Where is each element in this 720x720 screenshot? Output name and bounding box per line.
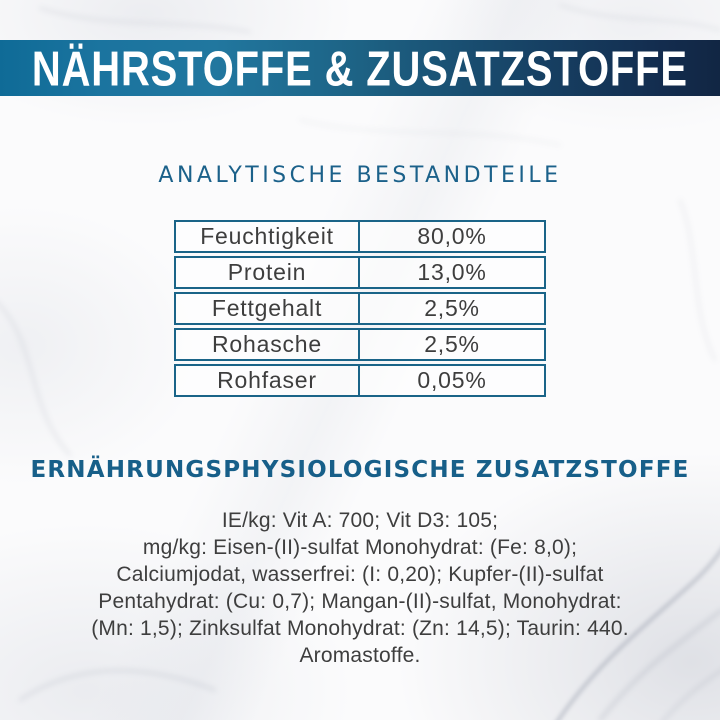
table-row [174, 364, 546, 397]
additives-line: (Mn: 1,5); Zinksulfat Monohydrat: (Zn: 14,5); Taurin: 440. [91, 617, 629, 640]
analytical-heading: ANALYTISCHE BESTANDTEILE [158, 163, 562, 188]
table-cell-value: 80,0% [417, 223, 487, 249]
table-row [174, 292, 546, 325]
additives-heading: ERNÄHRUNGSPHYSIOLOGISCHE ZUSATZSTOFFE [30, 457, 690, 483]
additives-line: Calciumjodat, wasserfrei: (I: 0,20); Kupfer-(II)-sulfat [116, 563, 604, 586]
table-cell-value: 2,5% [424, 295, 480, 321]
additives-text [40, 507, 680, 669]
table-cell-value: 0,05% [417, 367, 487, 393]
banner [0, 40, 720, 96]
table-cell-label: Rohfaser [176, 366, 360, 395]
table-row [174, 328, 546, 361]
table-row [174, 256, 546, 289]
analytical-table [174, 220, 546, 397]
additives-line: mg/kg: Eisen-(II)-sulfat Monohydrat: (Fe: 8,0); [142, 536, 578, 559]
table-cell-value: 13,0% [417, 259, 487, 285]
table-cell-label: Protein [176, 258, 360, 287]
table-cell-label: Rohasche [176, 330, 360, 359]
banner-title: NÄHRSTOFFE & ZUSATZSTOFFE [31, 40, 689, 96]
table-row [174, 220, 546, 253]
table-cell-label: Feuchtigkeit [176, 222, 360, 251]
table-cell-value: 2,5% [424, 331, 480, 357]
additives-line: IE/kg: Vit A: 700; Vit D3: 105; [221, 509, 499, 532]
table-cell-label: Fettgehalt [176, 294, 360, 323]
additives-line: Aromastoffe. [299, 644, 421, 667]
additives-line: Pentahydrat: (Cu: 0,7); Mangan-(II)-sulfat, Monohydrat: [98, 590, 622, 613]
